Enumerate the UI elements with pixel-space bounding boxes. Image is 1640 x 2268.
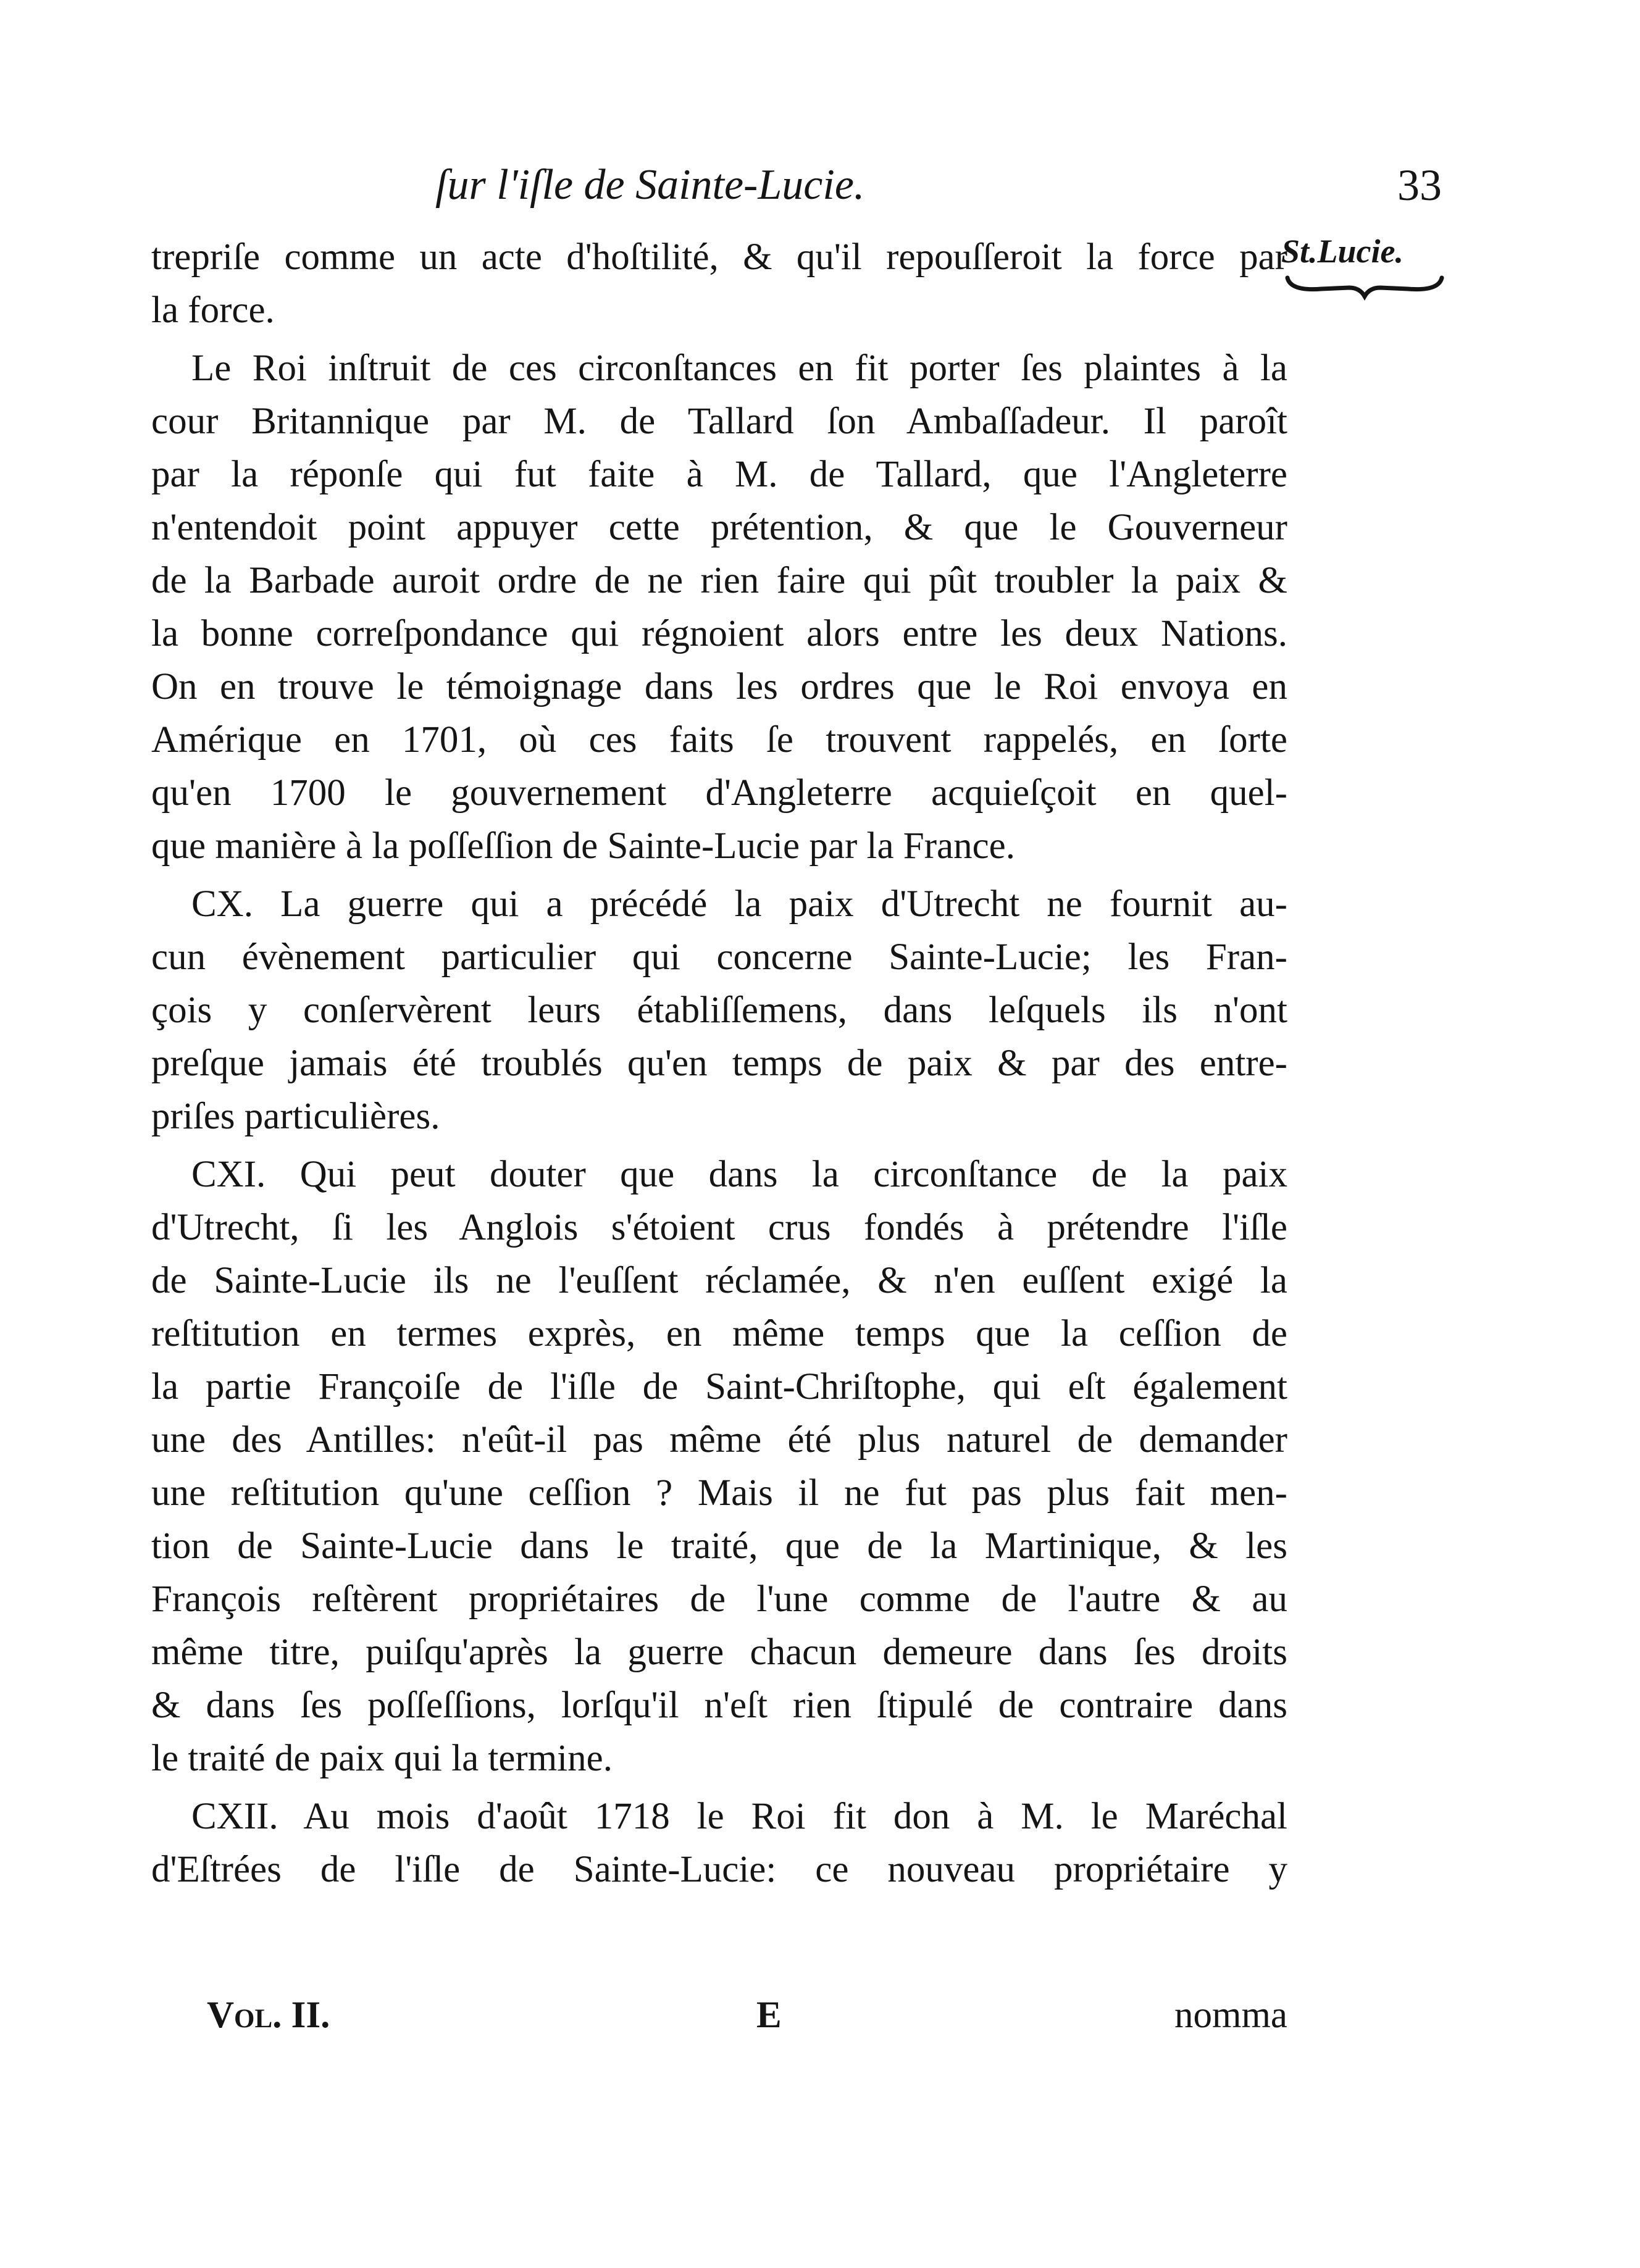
- text-line: CX. La guerre qui a précédé la paix d'Utrecht ne fournit au-: [191, 883, 1287, 925]
- text-line: Le Roi inſtruit de ces circonſtances en fit porter ſes plaintes à la: [191, 348, 1287, 389]
- running-title: ſur l'iſle de Sainte-Lucie.: [435, 161, 865, 209]
- text-line: reſtitution en termes exprès, en même temps que la ceſſion de: [151, 1313, 1287, 1354]
- text-line: cun évènement particulier qui concerne Sainte-Lucie; les Fran-: [151, 936, 1287, 978]
- text-line: CXI. Qui peut douter que dans la circonſtance de la paix: [191, 1154, 1287, 1195]
- text-line: la partie Françoiſe de l'iſle de Saint-Chriſtophe, qui eſt également: [151, 1366, 1287, 1407]
- text-line: & dans ſes poſſeſſions, lorſqu'il n'eſt rien ſtipulé de contraire dans: [151, 1685, 1287, 1726]
- text-line: une des Antilles: n'eût-il pas même été plus naturel de demander: [151, 1419, 1287, 1461]
- text-line: n'entendoit point appuyer cette prétention, & que le Gouverneur: [151, 507, 1287, 548]
- signature-mark: E: [756, 1995, 782, 2036]
- text-line: même titre, puiſqu'après la guerre chacun demeure dans ſes droits: [151, 1632, 1287, 1673]
- text-body: [151, 231, 1287, 1896]
- text-line: François reſtèrent propriétaires de l'une comme de l'autre & au: [151, 1578, 1287, 1620]
- text-line: une reſtitution qu'une ceſſion ? Mais il ne fut pas plus fait men-: [151, 1472, 1287, 1514]
- text-line: de Sainte-Lucie ils ne l'euſſent réclamée, & n'en euſſent exigé la: [151, 1260, 1287, 1301]
- margin-brace-icon: [1284, 272, 1445, 309]
- text-line: On en trouve le témoignage dans les ordres que le Roi envoya en: [151, 666, 1287, 707]
- text-line: cour Britannique par M. de Tallard ſon Ambaſſadeur. Il paroît: [151, 401, 1287, 442]
- text-line: tion de Sainte-Lucie dans le traité, que de la Martinique, & les: [151, 1525, 1287, 1567]
- text-line: la bonne correſpondance qui régnoient alors entre les deux Nations.: [151, 613, 1287, 654]
- text-line: priſes particulières.: [151, 1096, 440, 1137]
- text-line: trepriſe comme un acte d'hoſtilité, & qu'il repouſſeroit la force par: [151, 236, 1287, 278]
- volume-label: Vol. II.: [207, 1995, 330, 2036]
- text-line: de la Barbade auroit ordre de ne rien faire qui pût troubler la paix &: [151, 560, 1287, 601]
- text-line: preſque jamais été troublés qu'en temps de paix & par des entre-: [151, 1043, 1287, 1084]
- margin-note: St.Lucie.: [1281, 233, 1404, 270]
- text-line: CXII. Au mois d'août 1718 le Roi fit don à M. le Maréchal: [191, 1796, 1287, 1837]
- catchword: nomma: [1174, 1995, 1287, 2036]
- text-line: par la réponſe qui fut faite à M. de Tallard, que l'Angleterre: [151, 454, 1287, 495]
- text-line: d'Eſtrées de l'iſle de Sainte-Lucie: ce nouveau propriétaire y: [151, 1849, 1287, 1890]
- text-line: d'Utrecht, ſi les Anglois s'étoient crus fondés à prétendre l'iſle: [151, 1207, 1287, 1248]
- text-line: Amérique en 1701, où ces faits ſe trouvent rappelés, en ſorte: [151, 719, 1287, 761]
- page-header: [151, 154, 1442, 222]
- text-line: le traité de paix qui la termine.: [151, 1738, 613, 1779]
- text-line: qu'en 1700 le gouvernement d'Angleterre acquieſçoit en quel-: [151, 772, 1287, 814]
- text-line: la force.: [151, 290, 275, 331]
- text-line: que manière à la poſſeſſion de Sainte-Lucie par la France.: [151, 825, 1016, 867]
- page-footer: [207, 1988, 1287, 2043]
- page-number: 33: [1397, 161, 1442, 210]
- text-line: çois y conſervèrent leurs établiſſemens, dans leſquels ils n'ont: [151, 990, 1287, 1031]
